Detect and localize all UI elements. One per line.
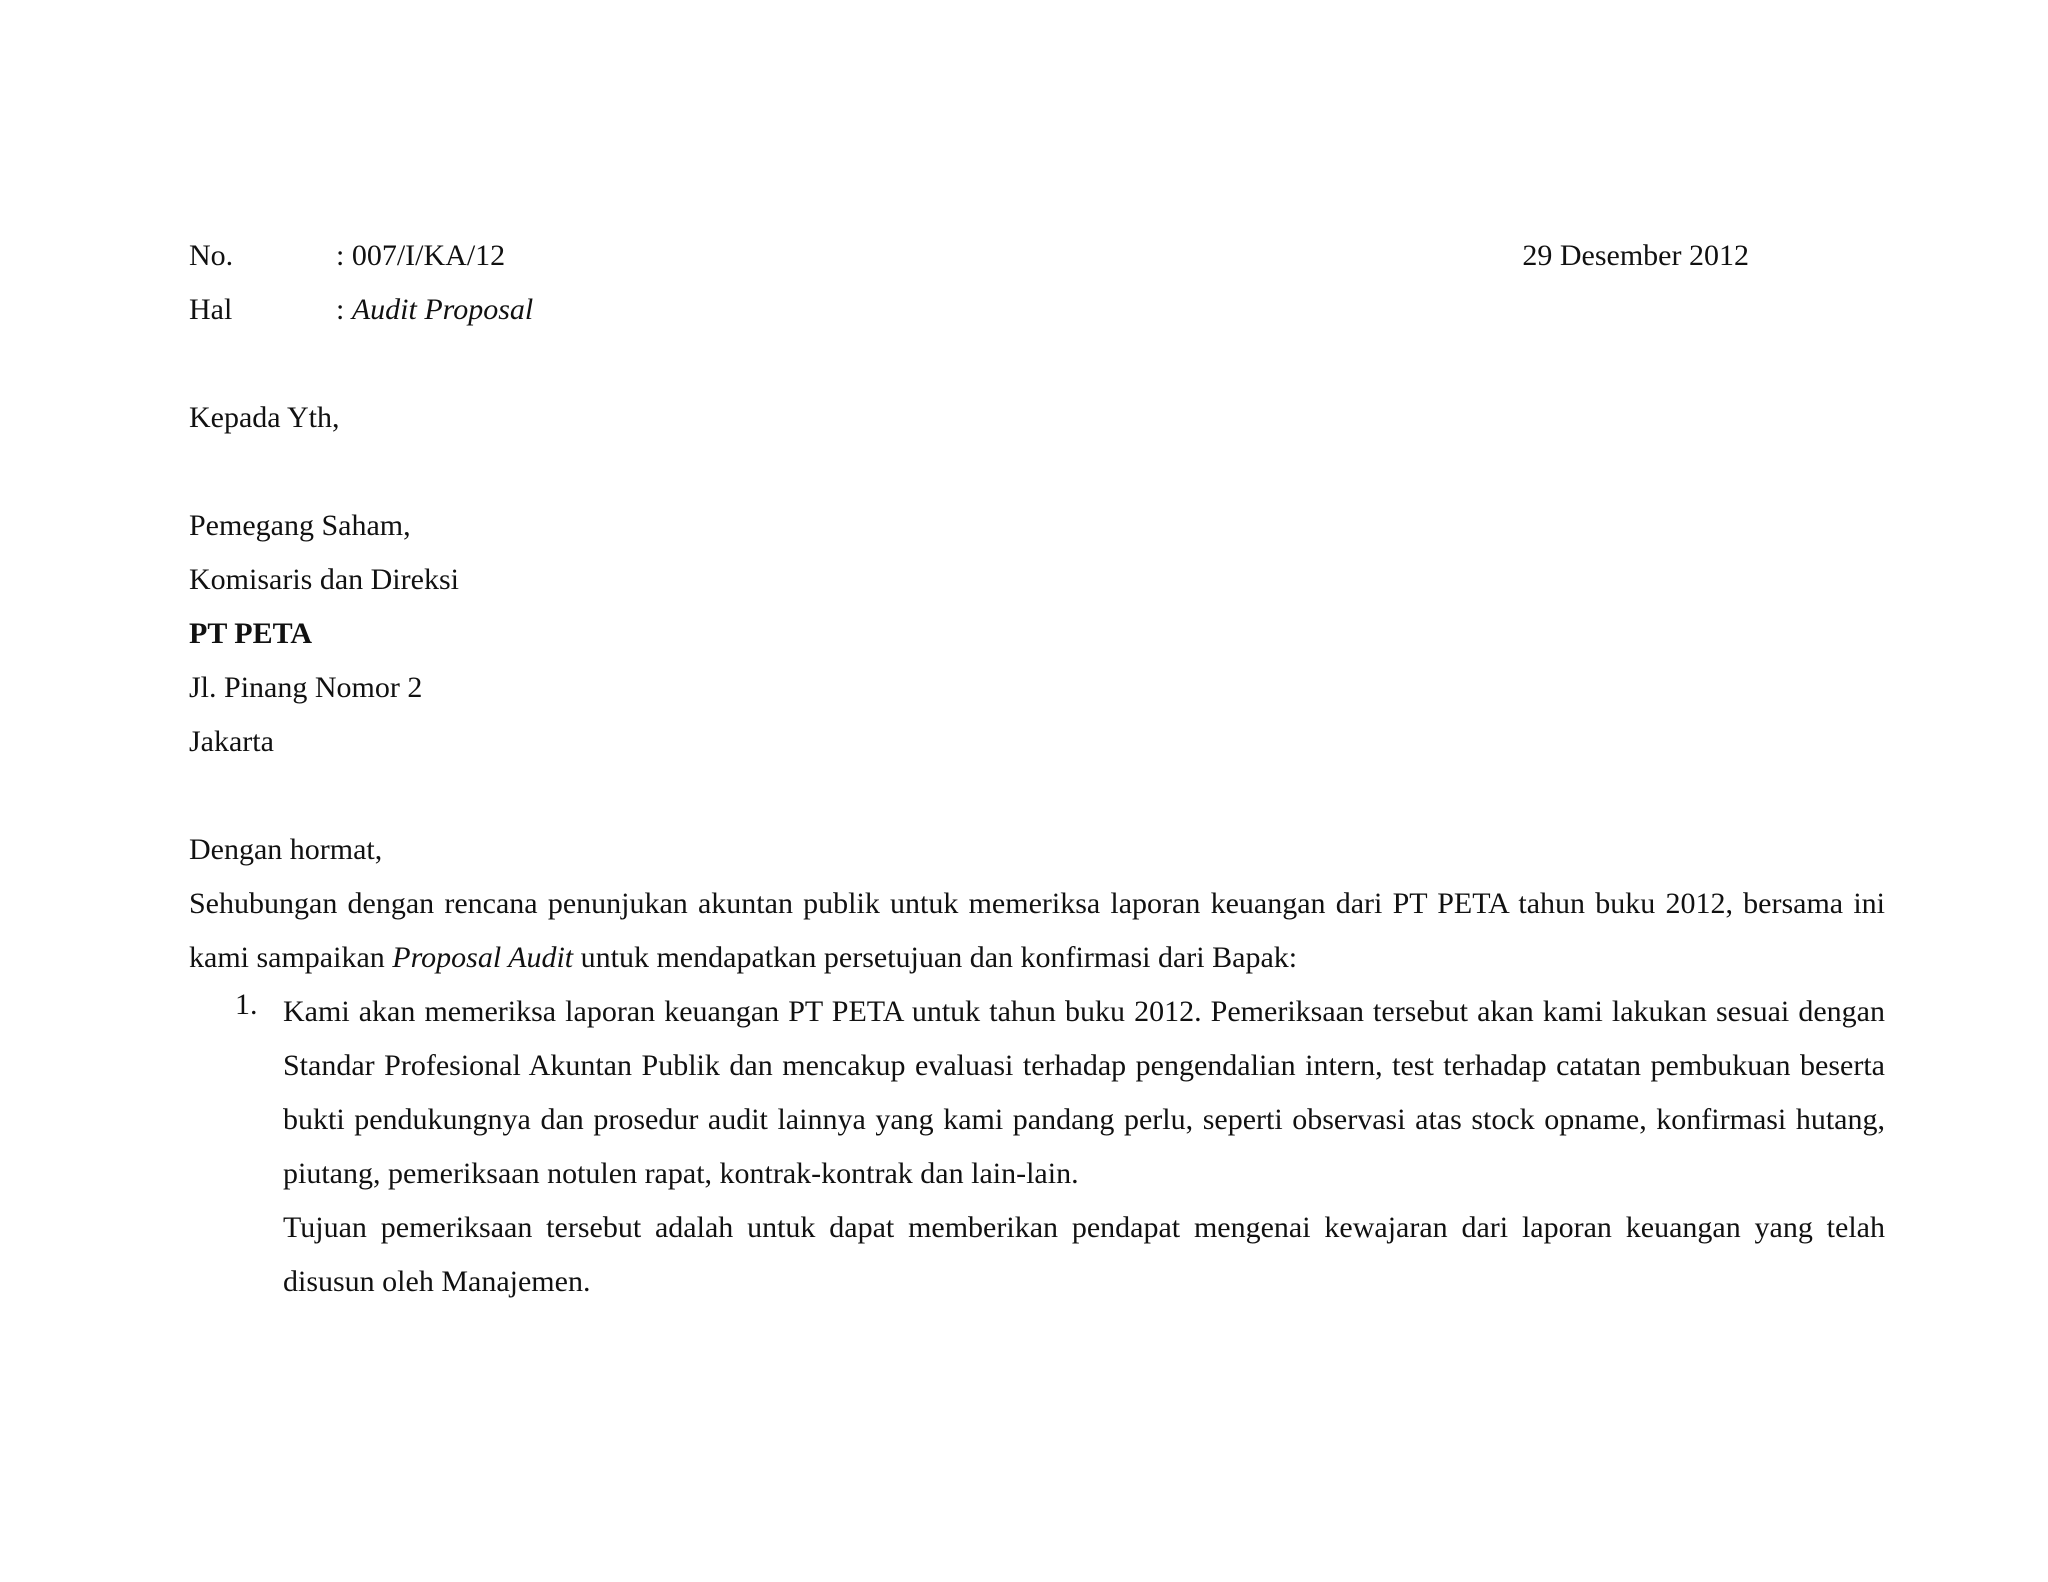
list-item-number: 1. (235, 988, 258, 1021)
reference-row (189, 236, 1749, 276)
recipient-line-shareholders: Pemegang Saham, (189, 509, 411, 542)
greeting: Dengan hormat, (189, 833, 383, 866)
letter-date: 29 Desember 2012 (1522, 239, 1749, 272)
reference-number-label: No. (189, 239, 234, 272)
recipient-city: Jakarta (189, 725, 274, 758)
subject-row (189, 290, 1749, 330)
intro-text-start: Sehubungan dengan rencana penunjukan akuntan publik untuk memeriksa laporan keuangan dari PT PETA tahun buku 2012, bersama ini kami sampaikan (189, 887, 1885, 974)
salutation-to: Kepada Yth, (189, 401, 340, 434)
subject-colon: : (336, 293, 352, 326)
recipient-address: Jl. Pinang Nomor 2 (189, 671, 423, 704)
recipient-company: PT PETA (189, 617, 313, 650)
intro-paragraph (189, 877, 1885, 985)
intro-italic-term: Proposal Audit (392, 941, 574, 974)
intro-text-end: untuk mendapatkan persetujuan dan konfirmasi dari Bapak: (573, 941, 1298, 974)
subject-label: Hal (189, 293, 233, 326)
subject-value (336, 290, 533, 330)
reference-number-value: : 007/I/KA/12 (336, 239, 506, 272)
recipient-line-board: Komisaris dan Direksi (189, 563, 459, 596)
list-item-text: Kami akan memeriksa laporan keuangan PT PETA untuk tahun buku 2012. Pemeriksaan tersebut akan kami lakukan sesuai dengan Standar Profesional Akuntan Publik dan mencakup evaluasi terhadap pengendalian intern, test terhadap catatan pembukuan beserta bukti pendukungnya dan prosedur audit lainnya yang kami pandang perlu, seperti observasi atas stock opname, konfirmasi hutang, piutang, pemeriksaan notulen rapat, kontrak-kontrak dan lain-lain. (283, 995, 1885, 1190)
subject-text: Audit Proposal (351, 293, 534, 326)
list-item-followup-text: Tujuan pemeriksaan tersebut adalah untuk dapat memberikan pendapat mengenai kewajaran dari laporan keuangan yang telah disusun oleh Manajemen. (283, 1211, 1885, 1298)
